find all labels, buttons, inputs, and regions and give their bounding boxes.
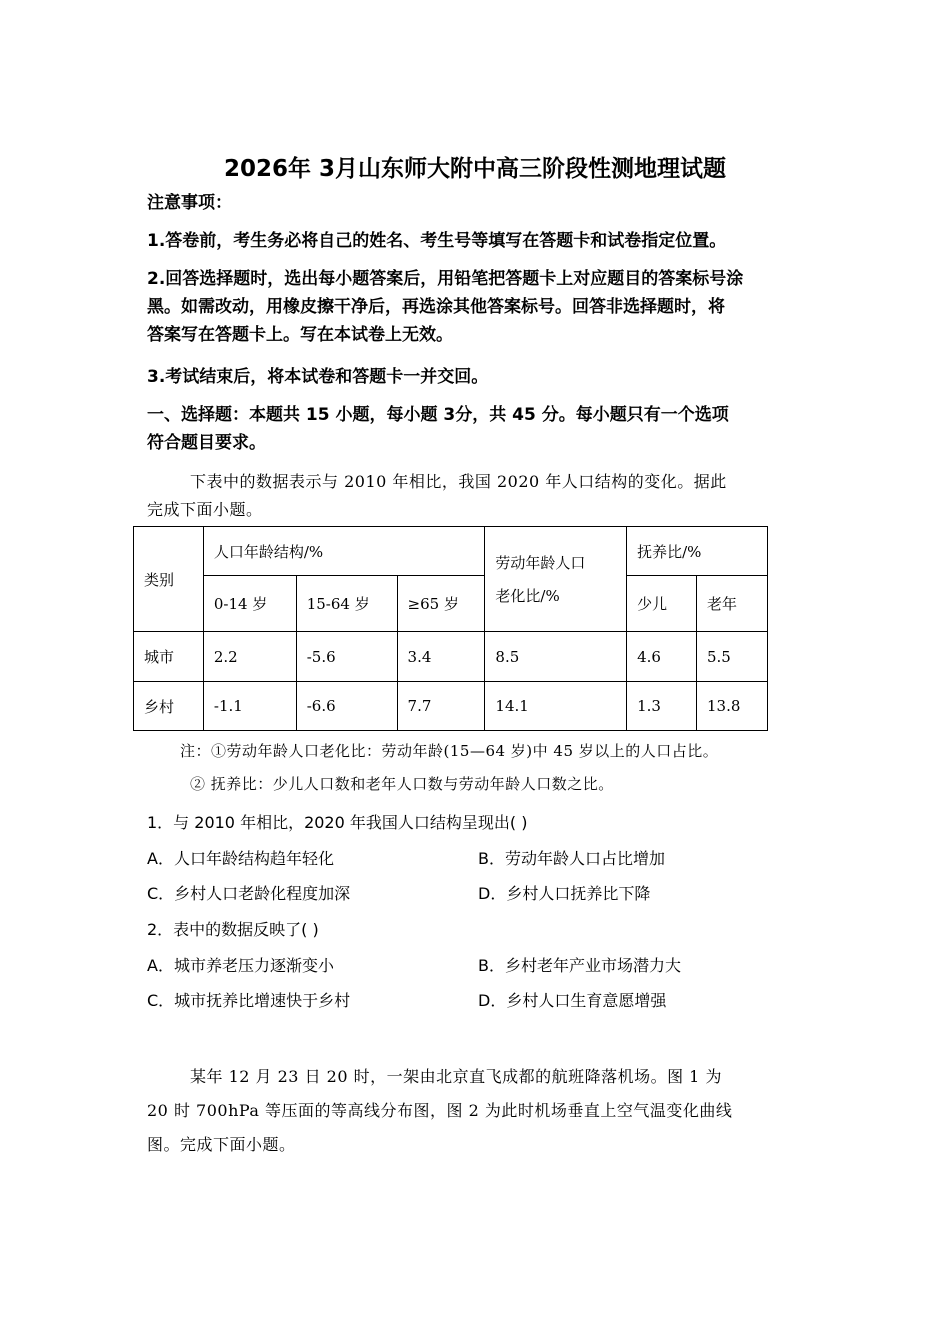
question-1-stem: 1．与 2010 年相比，2020 年我国人口结构呈现出( ) <box>147 813 528 832</box>
table-row <box>134 632 768 682</box>
table-note-1: 注：①劳动年龄人口老化比：劳动年龄(15—64 岁)中 45 岁以上的人口占比。 <box>180 742 719 760</box>
header-old: 老年 <box>697 576 768 632</box>
question-2-option-b: B．乡村老年产业市场潜力大 <box>478 956 681 975</box>
question-1-option-c: C．乡村人口老龄化程度加深 <box>147 884 351 903</box>
section-1-heading-line-2: 符合题目要求。 <box>147 433 266 453</box>
question-2-option-c: C．城市抚养比增速快于乡村 <box>147 991 351 1010</box>
section-1-heading-line-1: 一、选择题：本题共 15 小题，每小题 3分，共 45 分。每小题只有一个选项 <box>147 405 729 425</box>
header-labor-aging-line-1: 劳动年龄人口 <box>495 554 586 572</box>
cell: 3.4 <box>397 632 485 682</box>
notice-item-3: 3.考试结束后，将本试卷和答题卡一并交回。 <box>147 367 489 387</box>
header-age-15-64: 15-64 岁 <box>296 576 397 632</box>
cell: -1.1 <box>203 682 296 731</box>
exam-title: 2026年 3月山东师大附中高三阶段性测地理试题 <box>223 156 727 182</box>
header-age-structure: 人口年龄结构/% <box>203 527 485 576</box>
intro-2-line-3: 图。完成下面小题。 <box>147 1135 296 1154</box>
notice-heading: 注意事项： <box>147 193 232 213</box>
notice-item-2-line-1: 2.回答选择题时，选出每小题答案后，用铅笔把答题卡上对应题目的答案标号涂 <box>147 269 744 289</box>
question-1-option-d: D．乡村人口抚养比下降 <box>478 884 651 903</box>
intro-1-line-2: 完成下面小题。 <box>147 500 263 519</box>
cell: 4.6 <box>627 632 697 682</box>
cell: -5.6 <box>296 632 397 682</box>
question-2-option-a: A．城市养老压力逐渐变小 <box>147 956 334 975</box>
population-table <box>133 526 768 731</box>
cell: 7.7 <box>397 682 485 731</box>
header-labor-aging-line-2: 老化比/% <box>495 587 560 605</box>
header-category: 类别 <box>134 527 204 632</box>
question-1-option-a: A．人口年龄结构趋年轻化 <box>147 849 334 868</box>
header-age-65-plus: ≥65 岁 <box>397 576 485 632</box>
question-1-option-b: B．劳动年龄人口占比增加 <box>478 849 665 868</box>
table-note-2: ② 抚养比：少儿人口数和老年人口数与劳动年龄人口数之比。 <box>190 775 614 793</box>
notice-item-2-line-3: 答案写在答题卡上。写在本试卷上无效。 <box>147 325 453 345</box>
cell: -6.6 <box>296 682 397 731</box>
row-name: 城市 <box>134 632 204 682</box>
question-2-option-d: D．乡村人口生育意愿增强 <box>478 991 667 1010</box>
header-child: 少儿 <box>627 576 697 632</box>
question-2-stem: 2．表中的数据反映了( ) <box>147 920 319 939</box>
intro-2-line-1: 某年 12 月 23 日 20 时，一架由北京直飞成都的航班降落机场。图 1 为 <box>190 1067 722 1086</box>
table-row <box>134 682 768 731</box>
header-age-0-14: 0-14 岁 <box>203 576 296 632</box>
header-labor-aging <box>485 527 627 632</box>
intro-1-line-1: 下表中的数据表示与 2010 年相比，我国 2020 年人口结构的变化。据此 <box>190 472 727 491</box>
row-name: 乡村 <box>134 682 204 731</box>
cell: 8.5 <box>485 632 627 682</box>
cell: 14.1 <box>485 682 627 731</box>
notice-item-1: 1.答卷前，考生务必将自己的姓名、考生号等填写在答题卡和试卷指定位置。 <box>147 231 727 251</box>
intro-2-line-2: 20 时 700hPa 等压面的等高线分布图，图 2 为此时机场垂直上空气温变化曲线 <box>147 1101 733 1120</box>
cell: 13.8 <box>697 682 768 731</box>
cell: 1.3 <box>627 682 697 731</box>
cell: 5.5 <box>697 632 768 682</box>
cell: 2.2 <box>203 632 296 682</box>
header-dependency-ratio: 抚养比/% <box>627 527 768 576</box>
notice-item-2-line-2: 黑。如需改动，用橡皮擦干净后，再选涂其他答案标号。回答非选择题时，将 <box>147 297 725 317</box>
